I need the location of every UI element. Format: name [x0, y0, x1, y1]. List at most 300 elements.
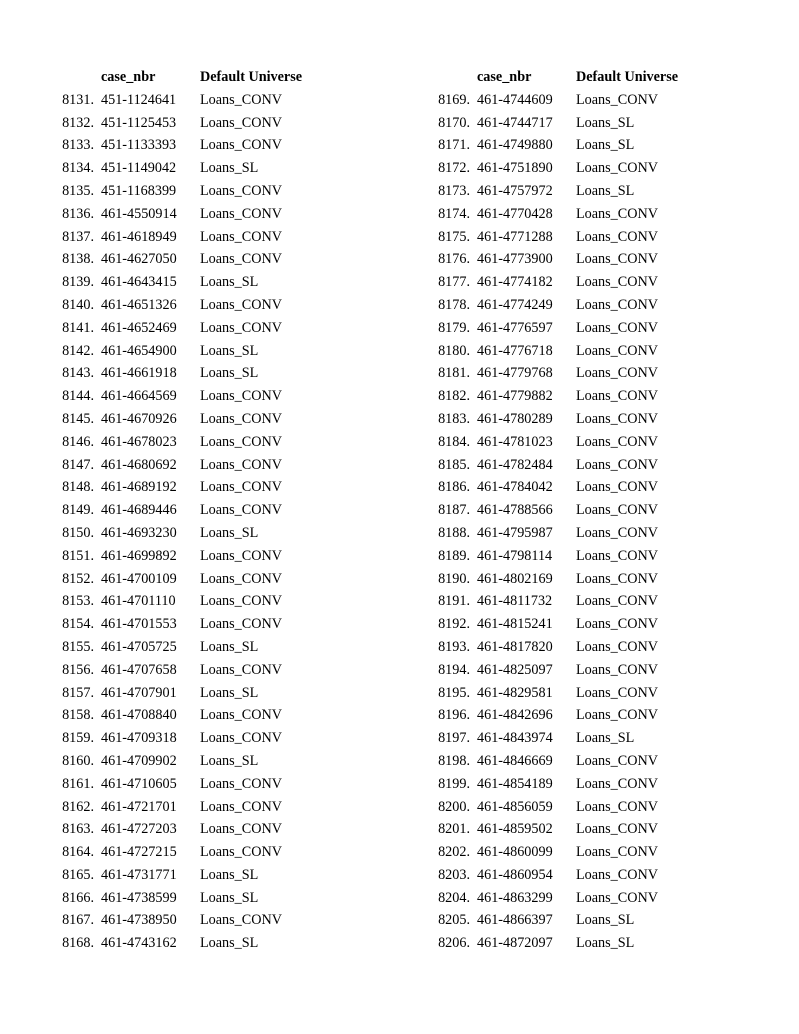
table-row	[0, 568, 360, 591]
table-row	[376, 499, 736, 522]
default-universe: Loans_CONV	[576, 365, 658, 382]
case-number: 451-1168399	[101, 182, 177, 199]
case-number: 461-4784042	[477, 479, 553, 496]
table-row	[0, 499, 360, 522]
default-universe: Loans_CONV	[576, 205, 658, 222]
default-universe: Loans_CONV	[200, 912, 282, 929]
table-row	[376, 271, 736, 294]
row-number: 8148.	[62, 479, 94, 496]
table-row	[376, 226, 736, 249]
default-universe: Loans_CONV	[576, 821, 658, 838]
table-row	[0, 841, 360, 864]
case-number: 461-4776718	[477, 342, 553, 359]
table-row	[376, 385, 736, 408]
case-number: 461-4859502	[477, 821, 553, 838]
case-number: 461-4860954	[477, 866, 553, 883]
default-universe: Loans_CONV	[200, 228, 282, 245]
case-number: 461-4843974	[477, 730, 553, 747]
case-number: 461-4781023	[477, 433, 553, 450]
case-number: 461-4708840	[101, 707, 177, 724]
default-universe: Loans_CONV	[576, 319, 658, 336]
case-number: 461-4618949	[101, 228, 177, 245]
case-number: 461-4779882	[477, 388, 553, 405]
table-row	[376, 522, 736, 545]
table-row	[0, 476, 360, 499]
row-number: 8192.	[438, 616, 470, 633]
case-number: 461-4774249	[477, 296, 553, 313]
row-number: 8163.	[62, 821, 94, 838]
case-number: 461-4707901	[101, 684, 177, 701]
default-universe: Loans_CONV	[200, 502, 282, 519]
table-row	[0, 385, 360, 408]
left-column	[0, 66, 360, 955]
row-number: 8150.	[62, 524, 94, 541]
default-universe: Loans_CONV	[576, 479, 658, 496]
default-universe: Loans_CONV	[200, 456, 282, 473]
case-number: 461-4643415	[101, 274, 177, 291]
default-universe: Loans_CONV	[200, 593, 282, 610]
row-number: 8158.	[62, 707, 94, 724]
default-universe: Loans_SL	[576, 137, 635, 154]
row-number: 8133.	[62, 137, 94, 154]
row-number: 8196.	[438, 707, 470, 724]
row-number: 8203.	[438, 866, 470, 883]
default-universe: Loans_CONV	[576, 684, 658, 701]
table-row	[376, 818, 736, 841]
table-row	[0, 864, 360, 887]
table-row	[376, 180, 736, 203]
default-universe: Loans_CONV	[576, 775, 658, 792]
row-number: 8138.	[62, 251, 94, 268]
row-number: 8139.	[62, 274, 94, 291]
default-universe: Loans_CONV	[200, 798, 282, 815]
row-number: 8168.	[62, 935, 94, 952]
default-universe: Loans_CONV	[200, 205, 282, 222]
case-number: 461-4738950	[101, 912, 177, 929]
default-universe: Loans_CONV	[200, 182, 282, 199]
table-row	[376, 134, 736, 157]
table-row	[0, 682, 360, 705]
row-number: 8160.	[62, 752, 94, 769]
table-row	[0, 317, 360, 340]
case-number: 461-4693230	[101, 524, 177, 541]
row-number: 8151.	[62, 547, 94, 564]
case-number: 451-1149042	[101, 160, 177, 177]
table-row	[0, 590, 360, 613]
row-number: 8170.	[438, 114, 470, 131]
default-universe: Loans_CONV	[576, 456, 658, 473]
table-row	[376, 864, 736, 887]
table-row	[376, 841, 736, 864]
table-row	[376, 248, 736, 271]
default-universe: Loans_CONV	[200, 570, 282, 587]
table-row	[0, 773, 360, 796]
row-number: 8136.	[62, 205, 94, 222]
default-universe: Loans_CONV	[576, 866, 658, 883]
table-row	[376, 796, 736, 819]
row-number: 8167.	[62, 912, 94, 929]
default-universe: Loans_SL	[576, 182, 635, 199]
case-number: 461-4817820	[477, 638, 553, 655]
table-row	[0, 294, 360, 317]
case-number: 461-4782484	[477, 456, 553, 473]
case-number: 461-4664569	[101, 388, 177, 405]
case-number: 461-4654900	[101, 342, 177, 359]
table-row	[0, 134, 360, 157]
default-universe: Loans_SL	[200, 752, 259, 769]
case-number: 461-4872097	[477, 935, 553, 952]
case-number: 461-4731771	[101, 866, 177, 883]
table-row	[376, 294, 736, 317]
table-row	[376, 750, 736, 773]
table-row	[0, 750, 360, 773]
case-number: 461-4721701	[101, 798, 177, 815]
default-universe: Loans_CONV	[576, 547, 658, 564]
default-universe: Loans_CONV	[576, 707, 658, 724]
row-number: 8132.	[62, 114, 94, 131]
row-number: 8190.	[438, 570, 470, 587]
case-number: 461-4661918	[101, 365, 177, 382]
row-number: 8137.	[62, 228, 94, 245]
row-number: 8134.	[62, 160, 94, 177]
default-universe: Loans_CONV	[200, 616, 282, 633]
default-universe: Loans_SL	[200, 524, 259, 541]
row-number: 8155.	[62, 638, 94, 655]
default-universe: Loans_CONV	[576, 616, 658, 633]
default-universe: Loans_SL	[200, 274, 259, 291]
row-number: 8162.	[62, 798, 94, 815]
case-number: 461-4727203	[101, 821, 177, 838]
header-default-universe: Default Universe	[200, 69, 303, 85]
table-row	[376, 545, 736, 568]
row-number: 8181.	[438, 365, 470, 382]
default-universe: Loans_CONV	[576, 228, 658, 245]
row-number: 8178.	[438, 296, 470, 313]
row-number: 8135.	[62, 182, 94, 199]
default-universe: Loans_CONV	[576, 752, 658, 769]
case-number: 461-4627050	[101, 251, 177, 268]
row-number: 8198.	[438, 752, 470, 769]
table-row	[0, 408, 360, 431]
case-number: 461-4863299	[477, 889, 553, 906]
table-row	[376, 659, 736, 682]
table-row	[0, 431, 360, 454]
case-number: 461-4678023	[101, 433, 177, 450]
case-number: 461-4825097	[477, 661, 553, 678]
case-number: 461-4744717	[477, 114, 553, 131]
table-row	[376, 362, 736, 385]
case-number: 461-4727215	[101, 844, 177, 861]
table-row	[0, 157, 360, 180]
default-universe: Loans_CONV	[576, 160, 658, 177]
row-number: 8180.	[438, 342, 470, 359]
case-number: 461-4788566	[477, 502, 553, 519]
row-number: 8185.	[438, 456, 470, 473]
default-universe: Loans_CONV	[200, 547, 282, 564]
default-universe: Loans_CONV	[576, 844, 658, 861]
row-number: 8164.	[62, 844, 94, 861]
row-number: 8157.	[62, 684, 94, 701]
default-universe: Loans_SL	[200, 365, 259, 382]
table-row	[0, 248, 360, 271]
left-column-header	[0, 66, 360, 89]
row-number: 8166.	[62, 889, 94, 906]
header-default-universe: Default Universe	[576, 69, 679, 85]
row-number: 8140.	[62, 296, 94, 313]
default-universe: Loans_SL	[200, 866, 259, 883]
default-universe: Loans_CONV	[576, 274, 658, 291]
case-number: 461-4749880	[477, 137, 553, 154]
default-universe: Loans_CONV	[576, 570, 658, 587]
header-case-nbr: case_nbr	[477, 69, 532, 85]
default-universe: Loans_SL	[200, 638, 259, 655]
row-number: 8173.	[438, 182, 470, 199]
case-number: 461-4710605	[101, 775, 177, 792]
default-universe: Loans_CONV	[576, 410, 658, 427]
default-universe: Loans_CONV	[200, 775, 282, 792]
row-number: 8202.	[438, 844, 470, 861]
default-universe: Loans_CONV	[200, 137, 282, 154]
row-number: 8201.	[438, 821, 470, 838]
default-universe: Loans_SL	[576, 912, 635, 929]
row-number: 8191.	[438, 593, 470, 610]
table-row	[376, 454, 736, 477]
case-number: 461-4651326	[101, 296, 177, 313]
table-row	[376, 636, 736, 659]
table-row	[376, 568, 736, 591]
case-number: 461-4652469	[101, 319, 177, 336]
table-row	[0, 932, 360, 955]
row-number: 8197.	[438, 730, 470, 747]
table-row	[376, 157, 736, 180]
table-row	[0, 545, 360, 568]
table-row	[0, 909, 360, 932]
case-number: 461-4860099	[477, 844, 553, 861]
table-row	[0, 180, 360, 203]
row-number: 8184.	[438, 433, 470, 450]
table-row	[0, 659, 360, 682]
default-universe: Loans_CONV	[576, 296, 658, 313]
row-number: 8187.	[438, 502, 470, 519]
table-row	[0, 89, 360, 112]
table-row	[376, 431, 736, 454]
default-universe: Loans_CONV	[200, 410, 282, 427]
row-number: 8142.	[62, 342, 94, 359]
case-number: 461-4743162	[101, 935, 177, 952]
table-row	[0, 522, 360, 545]
default-universe: Loans_CONV	[576, 342, 658, 359]
case-number: 461-4701553	[101, 616, 177, 633]
case-number: 461-4774182	[477, 274, 553, 291]
row-number: 8172.	[438, 160, 470, 177]
header-case-nbr: case_nbr	[101, 69, 156, 85]
case-number: 461-4670926	[101, 410, 177, 427]
table-row	[0, 112, 360, 135]
row-number: 8206.	[438, 935, 470, 952]
case-number: 461-4550914	[101, 205, 177, 222]
row-number: 8143.	[62, 365, 94, 382]
row-number: 8147.	[62, 456, 94, 473]
default-universe: Loans_SL	[200, 935, 259, 952]
case-number: 461-4751890	[477, 160, 553, 177]
default-universe: Loans_CONV	[200, 319, 282, 336]
case-number: 461-4680692	[101, 456, 177, 473]
default-universe: Loans_CONV	[200, 91, 282, 108]
row-number: 8156.	[62, 661, 94, 678]
table-row	[376, 727, 736, 750]
row-number: 8159.	[62, 730, 94, 747]
default-universe: Loans_CONV	[200, 707, 282, 724]
case-number: 461-4701110	[101, 593, 176, 610]
row-number: 8204.	[438, 889, 470, 906]
case-number: 461-4705725	[101, 638, 177, 655]
default-universe: Loans_CONV	[200, 730, 282, 747]
table-row	[376, 317, 736, 340]
case-number: 461-4842696	[477, 707, 553, 724]
row-number: 8195.	[438, 684, 470, 701]
row-number: 8179.	[438, 319, 470, 336]
case-number: 461-4709318	[101, 730, 177, 747]
table-row	[0, 818, 360, 841]
default-universe: Loans_CONV	[200, 661, 282, 678]
case-number: 461-4779768	[477, 365, 553, 382]
row-number: 8194.	[438, 661, 470, 678]
row-number: 8175.	[438, 228, 470, 245]
table-row	[0, 796, 360, 819]
table-row	[376, 112, 736, 135]
case-number: 461-4798114	[477, 547, 553, 564]
case-number: 461-4811732	[477, 593, 553, 610]
default-universe: Loans_CONV	[576, 251, 658, 268]
row-number: 8141.	[62, 319, 94, 336]
table-row	[0, 636, 360, 659]
row-number: 8146.	[62, 433, 94, 450]
table-row	[0, 887, 360, 910]
row-number: 8154.	[62, 616, 94, 633]
row-number: 8189.	[438, 547, 470, 564]
row-number: 8176.	[438, 251, 470, 268]
right-column-header	[376, 66, 736, 89]
table-row	[376, 887, 736, 910]
case-number: 451-1133393	[101, 137, 177, 154]
default-universe: Loans_CONV	[576, 638, 658, 655]
default-universe: Loans_SL	[576, 935, 635, 952]
default-universe: Loans_CONV	[200, 844, 282, 861]
case-number: 461-4776597	[477, 319, 553, 336]
default-universe: Loans_CONV	[576, 889, 658, 906]
table-row	[0, 226, 360, 249]
row-number: 8131.	[62, 91, 94, 108]
row-number: 8153.	[62, 593, 94, 610]
table-row	[376, 682, 736, 705]
default-universe: Loans_CONV	[576, 593, 658, 610]
row-number: 8205.	[438, 912, 470, 929]
case-number: 461-4709902	[101, 752, 177, 769]
row-number: 8149.	[62, 502, 94, 519]
default-universe: Loans_CONV	[200, 296, 282, 313]
default-universe: Loans_CONV	[200, 114, 282, 131]
case-number: 461-4757972	[477, 182, 553, 199]
case-number: 461-4744609	[477, 91, 553, 108]
table-row	[376, 704, 736, 727]
case-number: 461-4815241	[477, 616, 553, 633]
case-number: 451-1124641	[101, 91, 177, 108]
table-row	[0, 704, 360, 727]
table-row	[0, 727, 360, 750]
row-number: 8165.	[62, 866, 94, 883]
row-number: 8183.	[438, 410, 470, 427]
table-row	[376, 932, 736, 955]
default-universe: Loans_CONV	[200, 821, 282, 838]
default-universe: Loans_CONV	[576, 661, 658, 678]
default-universe: Loans_SL	[200, 342, 259, 359]
default-universe: Loans_CONV	[576, 798, 658, 815]
case-number: 461-4829581	[477, 684, 553, 701]
row-number: 8169.	[438, 91, 470, 108]
row-number: 8145.	[62, 410, 94, 427]
table-row	[376, 203, 736, 226]
table-row	[0, 340, 360, 363]
table-row	[0, 271, 360, 294]
default-universe: Loans_SL	[200, 889, 259, 906]
row-number: 8199.	[438, 775, 470, 792]
case-number: 461-4795987	[477, 524, 553, 541]
row-number: 8182.	[438, 388, 470, 405]
default-universe: Loans_CONV	[576, 91, 658, 108]
default-universe: Loans_SL	[200, 684, 259, 701]
default-universe: Loans_CONV	[576, 502, 658, 519]
row-number: 8161.	[62, 775, 94, 792]
table-row	[0, 362, 360, 385]
case-number: 461-4780289	[477, 410, 553, 427]
table-row	[376, 340, 736, 363]
default-universe: Loans_CONV	[576, 388, 658, 405]
table-row	[376, 773, 736, 796]
case-number: 461-4773900	[477, 251, 553, 268]
table-row	[0, 454, 360, 477]
default-universe: Loans_CONV	[576, 524, 658, 541]
default-universe: Loans_SL	[576, 730, 635, 747]
case-number: 461-4699892	[101, 547, 177, 564]
row-number: 8152.	[62, 570, 94, 587]
row-number: 8188.	[438, 524, 470, 541]
table-row	[376, 613, 736, 636]
row-number: 8200.	[438, 798, 470, 815]
row-number: 8177.	[438, 274, 470, 291]
default-universe: Loans_CONV	[200, 251, 282, 268]
default-universe: Loans_CONV	[200, 479, 282, 496]
case-number: 451-1125453	[101, 114, 177, 131]
case-number: 461-4771288	[477, 228, 553, 245]
row-number: 8193.	[438, 638, 470, 655]
case-number: 461-4707658	[101, 661, 177, 678]
right-column	[376, 66, 736, 955]
table-row	[0, 203, 360, 226]
case-number: 461-4689192	[101, 479, 177, 496]
case-number: 461-4700109	[101, 570, 177, 587]
default-universe: Loans_SL	[576, 114, 635, 131]
default-universe: Loans_CONV	[200, 433, 282, 450]
row-number: 8171.	[438, 137, 470, 154]
case-number: 461-4854189	[477, 775, 553, 792]
case-number: 461-4802169	[477, 570, 553, 587]
case-number: 461-4689446	[101, 502, 177, 519]
case-number: 461-4770428	[477, 205, 553, 222]
default-universe: Loans_CONV	[576, 433, 658, 450]
row-number: 8174.	[438, 205, 470, 222]
row-number: 8186.	[438, 479, 470, 496]
case-number: 461-4846669	[477, 752, 553, 769]
